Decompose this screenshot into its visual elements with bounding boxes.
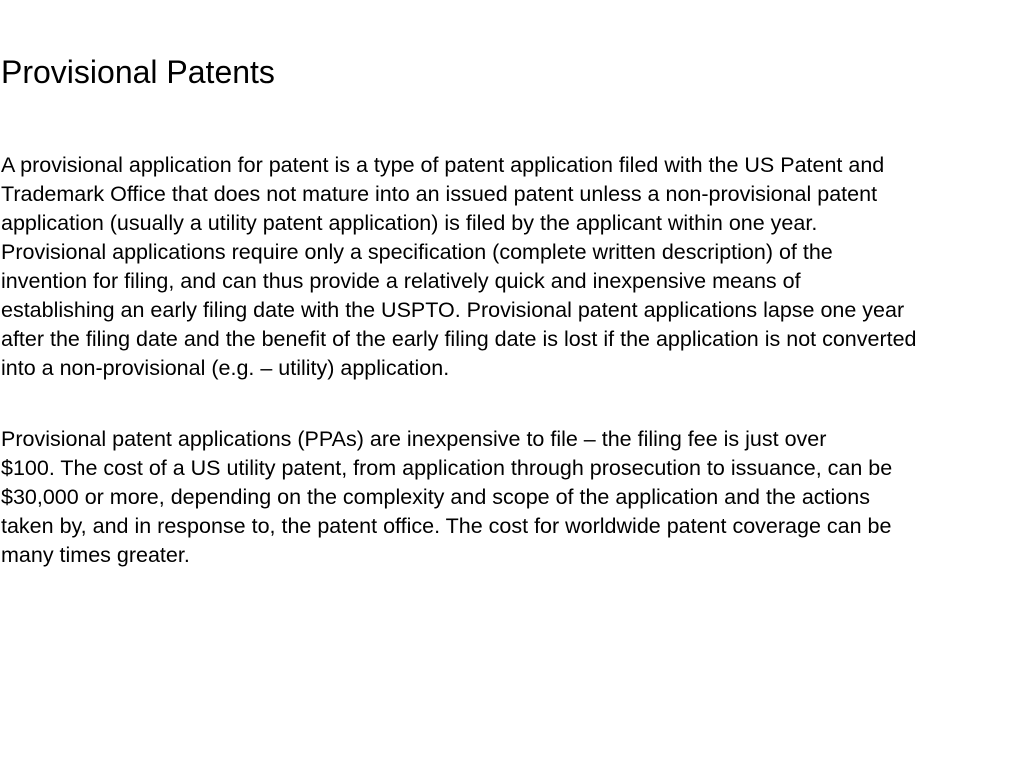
paragraph-line: application (usually a utility patent application) is filed by the applicant within one year.	[1, 211, 818, 235]
paragraph-line: Provisional patent applications (PPAs) are inexpensive to file – the filing fee is just over	[1, 427, 827, 451]
paragraph-line: after the filing date and the benefit of the early filing date is lost if the application is not converted	[1, 327, 917, 351]
paragraph-line: Provisional applications require only a specification (complete written description) of the	[1, 240, 833, 264]
paragraph-line: invention for filing, and can thus provide a relatively quick and inexpensive means of	[1, 269, 801, 293]
paragraph-cost	[1, 425, 1024, 570]
paragraph-line: establishing an early filing date with the USPTO. Provisional patent applications lapse one year	[1, 298, 905, 322]
paragraph-line: $30,000 or more, depending on the complexity and scope of the application and the actions	[1, 485, 870, 509]
paragraph-line: taken by, and in response to, the patent office. The cost for worldwide patent coverage can be	[1, 514, 892, 538]
paragraph-line: into a non-provisional (e.g. – utility) application.	[1, 356, 450, 380]
paragraph-provisional-definition	[1, 151, 1024, 383]
page-title: Provisional Patents	[1, 54, 275, 90]
paragraph-line: Trademark Office that does not mature into an issued patent unless a non-provisional patent	[1, 182, 878, 206]
paragraph-line: many times greater.	[1, 543, 190, 567]
paragraph-line: $100. The cost of a US utility patent, from application through prosecution to issuance, can be	[1, 456, 893, 480]
paragraph-line: A provisional application for patent is a type of patent application filed with the US Patent and	[1, 153, 885, 177]
